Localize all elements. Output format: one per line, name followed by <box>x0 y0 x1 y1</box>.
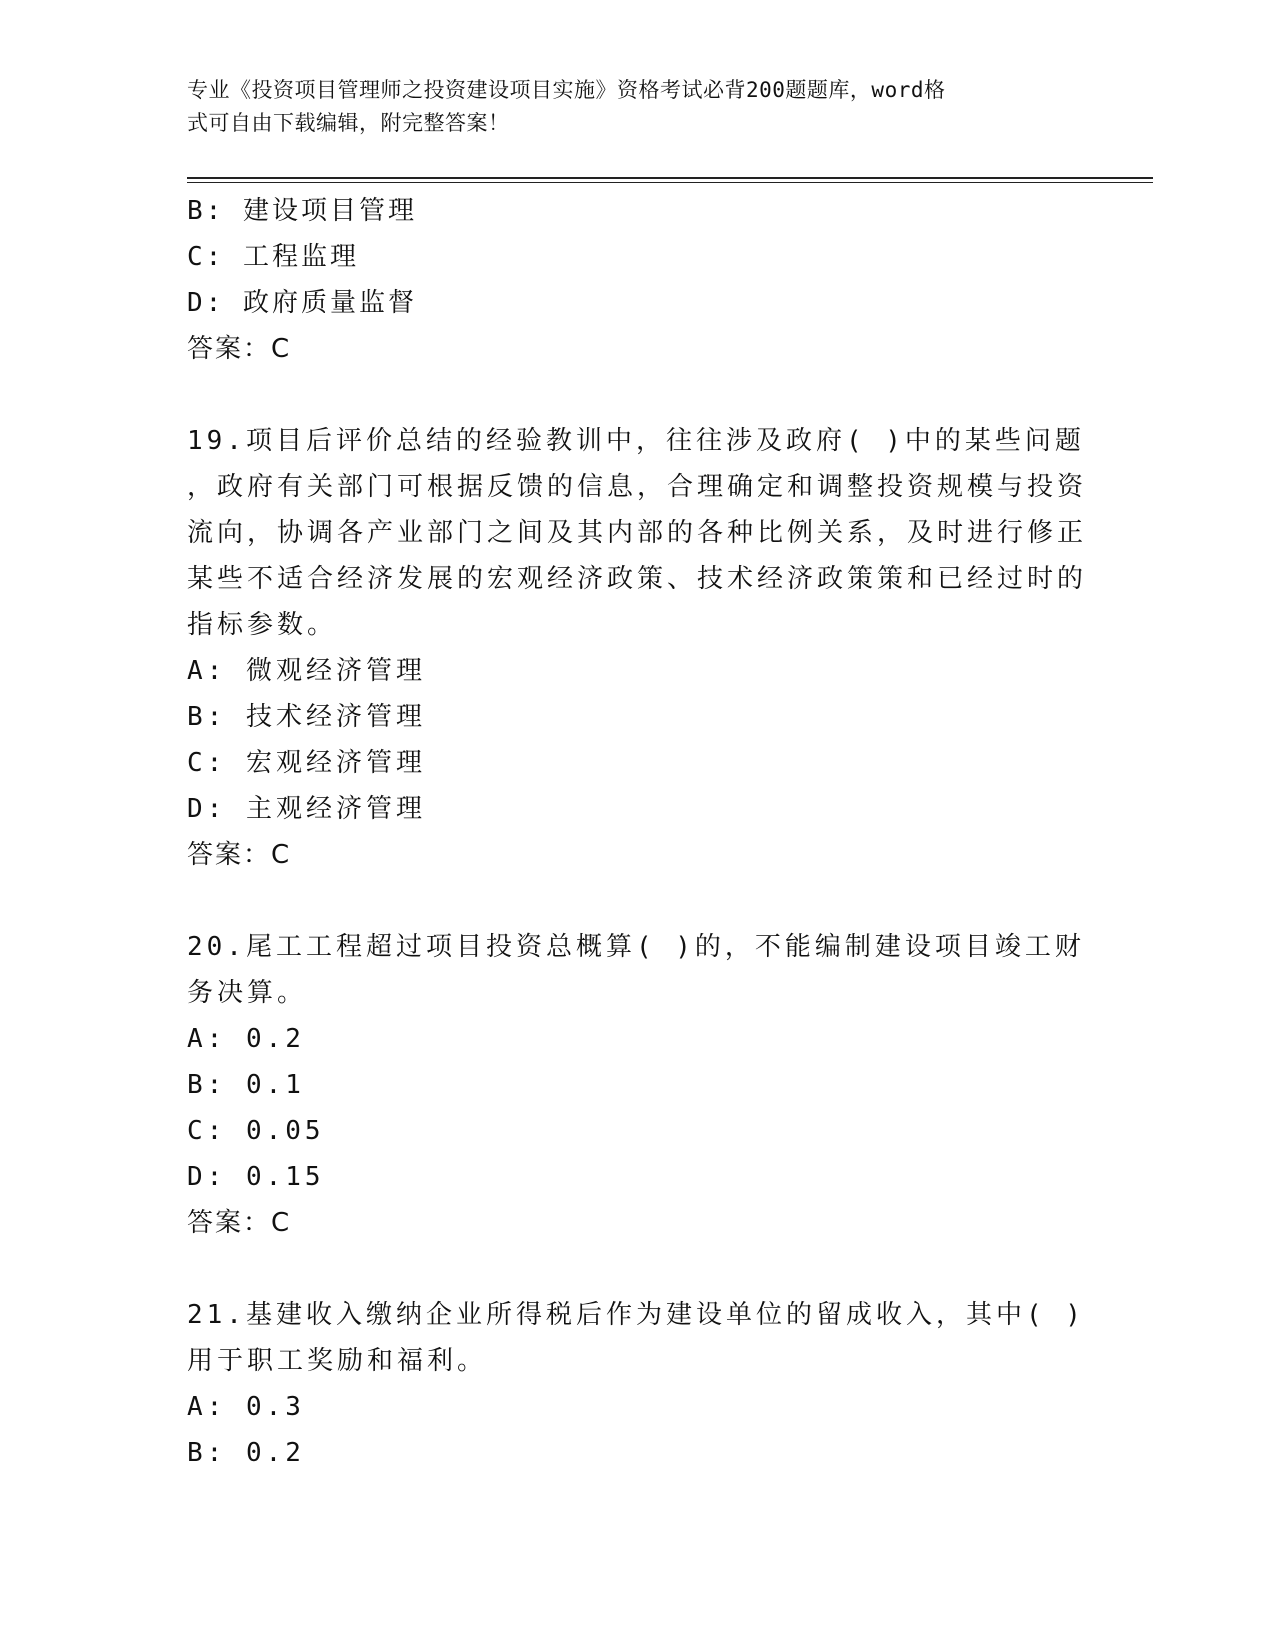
answer-line: 答案：C <box>187 1208 292 1238</box>
question-text-line: 21.基建收入缴纳企业所得税后作为建设单位的留成收入，其中( ) <box>187 1300 1085 1330</box>
option-b: B: 技术经济管理 <box>187 702 426 732</box>
question-text-line: 务决算。 <box>187 978 308 1008</box>
document-body <box>187 188 1088 1476</box>
question-text-line: 用于职工奖励和福利。 <box>187 1346 488 1376</box>
option-d: D: 主观经济管理 <box>187 794 426 824</box>
answer-line: 答案：C <box>187 334 292 364</box>
question-20 <box>187 924 1085 1246</box>
option-a: A: 0.2 <box>187 1024 305 1054</box>
question-21 <box>187 1292 1085 1476</box>
question-18-options <box>187 188 1067 372</box>
header-line-2: 式可自由下载编辑，附完整答案！ <box>187 111 510 135</box>
option-c: C: 0.05 <box>187 1116 325 1146</box>
question-text-line: 指标参数。 <box>187 610 338 640</box>
option-c: C: 工程监理 <box>187 242 359 272</box>
document-header <box>187 74 1067 140</box>
question-text-line: ，政府有关部门可根据反馈的信息，合理确定和调整投资规模与投资 <box>187 472 1088 502</box>
option-b: B: 0.2 <box>187 1438 305 1468</box>
option-a: A: 0.3 <box>187 1392 305 1422</box>
option-b: B: 0.1 <box>187 1070 305 1100</box>
header-line-1: 专业《投资项目管理师之投资建设项目实施》资格考试必背200题题库，word格 <box>187 78 946 102</box>
header-divider-thick <box>187 177 1153 179</box>
answer-line: 答案：C <box>187 840 292 870</box>
question-text-line: 某些不适合经济发展的宏观经济政策、技术经济政策策和已经过时的 <box>187 564 1088 594</box>
option-a: A: 微观经济管理 <box>187 656 426 686</box>
option-b: B: 建设项目管理 <box>187 196 417 226</box>
option-d: D: 政府质量监督 <box>187 288 417 318</box>
question-text-line: 20.尾工工程超过项目投资总概算( )的，不能编制建设项目竣工财 <box>187 932 1085 962</box>
question-text-line: 流向，协调各产业部门之间及其内部的各种比例关系，及时进行修正 <box>187 518 1088 548</box>
header-divider-thin <box>187 182 1153 183</box>
question-text-line: 19.项目后评价总结的经验教训中，往往涉及政府( )中的某些问题 <box>187 426 1085 456</box>
option-d: D: 0.15 <box>187 1162 325 1192</box>
option-c: C: 宏观经济管理 <box>187 748 426 778</box>
question-19 <box>187 418 1088 878</box>
